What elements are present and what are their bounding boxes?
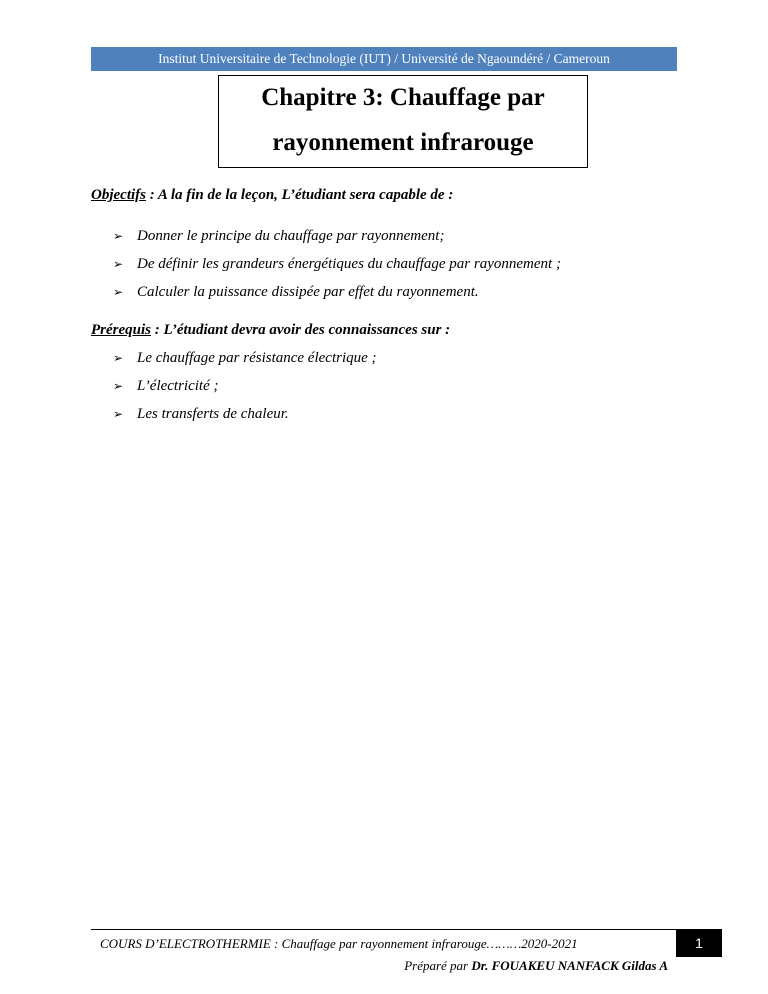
list-item-text: Le chauffage par résistance électrique ; (137, 350, 377, 366)
footer-divider (91, 929, 676, 930)
objectifs-heading (91, 187, 453, 204)
page-number-badge: 1 (676, 929, 722, 957)
prerequis-heading (91, 322, 450, 339)
arrowhead-bullet-icon: ➢ (113, 407, 124, 421)
prerequis-list (113, 348, 377, 432)
arrowhead-bullet-icon: ➢ (113, 229, 124, 243)
objectifs-label: Objectifs (91, 187, 146, 203)
arrowhead-bullet-icon: ➢ (113, 257, 124, 271)
list-item (113, 226, 561, 254)
footer-prepared-by (404, 958, 668, 974)
list-item (113, 404, 377, 432)
objectifs-text: : A la fin de la leçon, L’étudiant sera capable de : (145, 187, 454, 203)
footer-author: Dr. FOUAKEU NANFACK Gildas A (471, 958, 668, 973)
chapter-title-line-2: rayonnement infrarouge (272, 129, 534, 156)
arrowhead-bullet-icon: ➢ (113, 285, 124, 299)
footer-course-line: COURS D’ELECTROTHERMIE : Chauffage par rayonnement infrarouge………2020-2021 (100, 936, 578, 951)
list-item-text: Donner le principe du chauffage par rayonnement; (137, 228, 445, 244)
list-item-text: L’électricité ; (137, 378, 219, 394)
prerequis-text: : L’étudiant devra avoir des connaissances sur : (151, 322, 451, 338)
arrowhead-bullet-icon: ➢ (113, 351, 124, 365)
list-item (113, 348, 377, 376)
header-banner: Institut Universitaire de Technologie (IUT) / Université de Ngaoundéré / Cameroun (91, 47, 677, 71)
prerequis-label: Prérequis (91, 322, 151, 338)
list-item-text: Les transferts de chaleur. (137, 406, 289, 422)
arrowhead-bullet-icon: ➢ (113, 379, 124, 393)
chapter-title-box (218, 75, 588, 168)
list-item (113, 376, 377, 404)
footer-prepared-prefix: Préparé par (404, 958, 472, 973)
chapter-title-line-1: Chapitre 3: Chauffage par (261, 84, 545, 111)
objectifs-list (113, 226, 561, 310)
list-item-text: Calculer la puissance dissipée par effet du rayonnement. (137, 284, 479, 300)
list-item (113, 254, 561, 282)
list-item-text: De définir les grandeurs énergétiques du chauffage par rayonnement ; (137, 256, 561, 272)
list-item (113, 282, 561, 310)
